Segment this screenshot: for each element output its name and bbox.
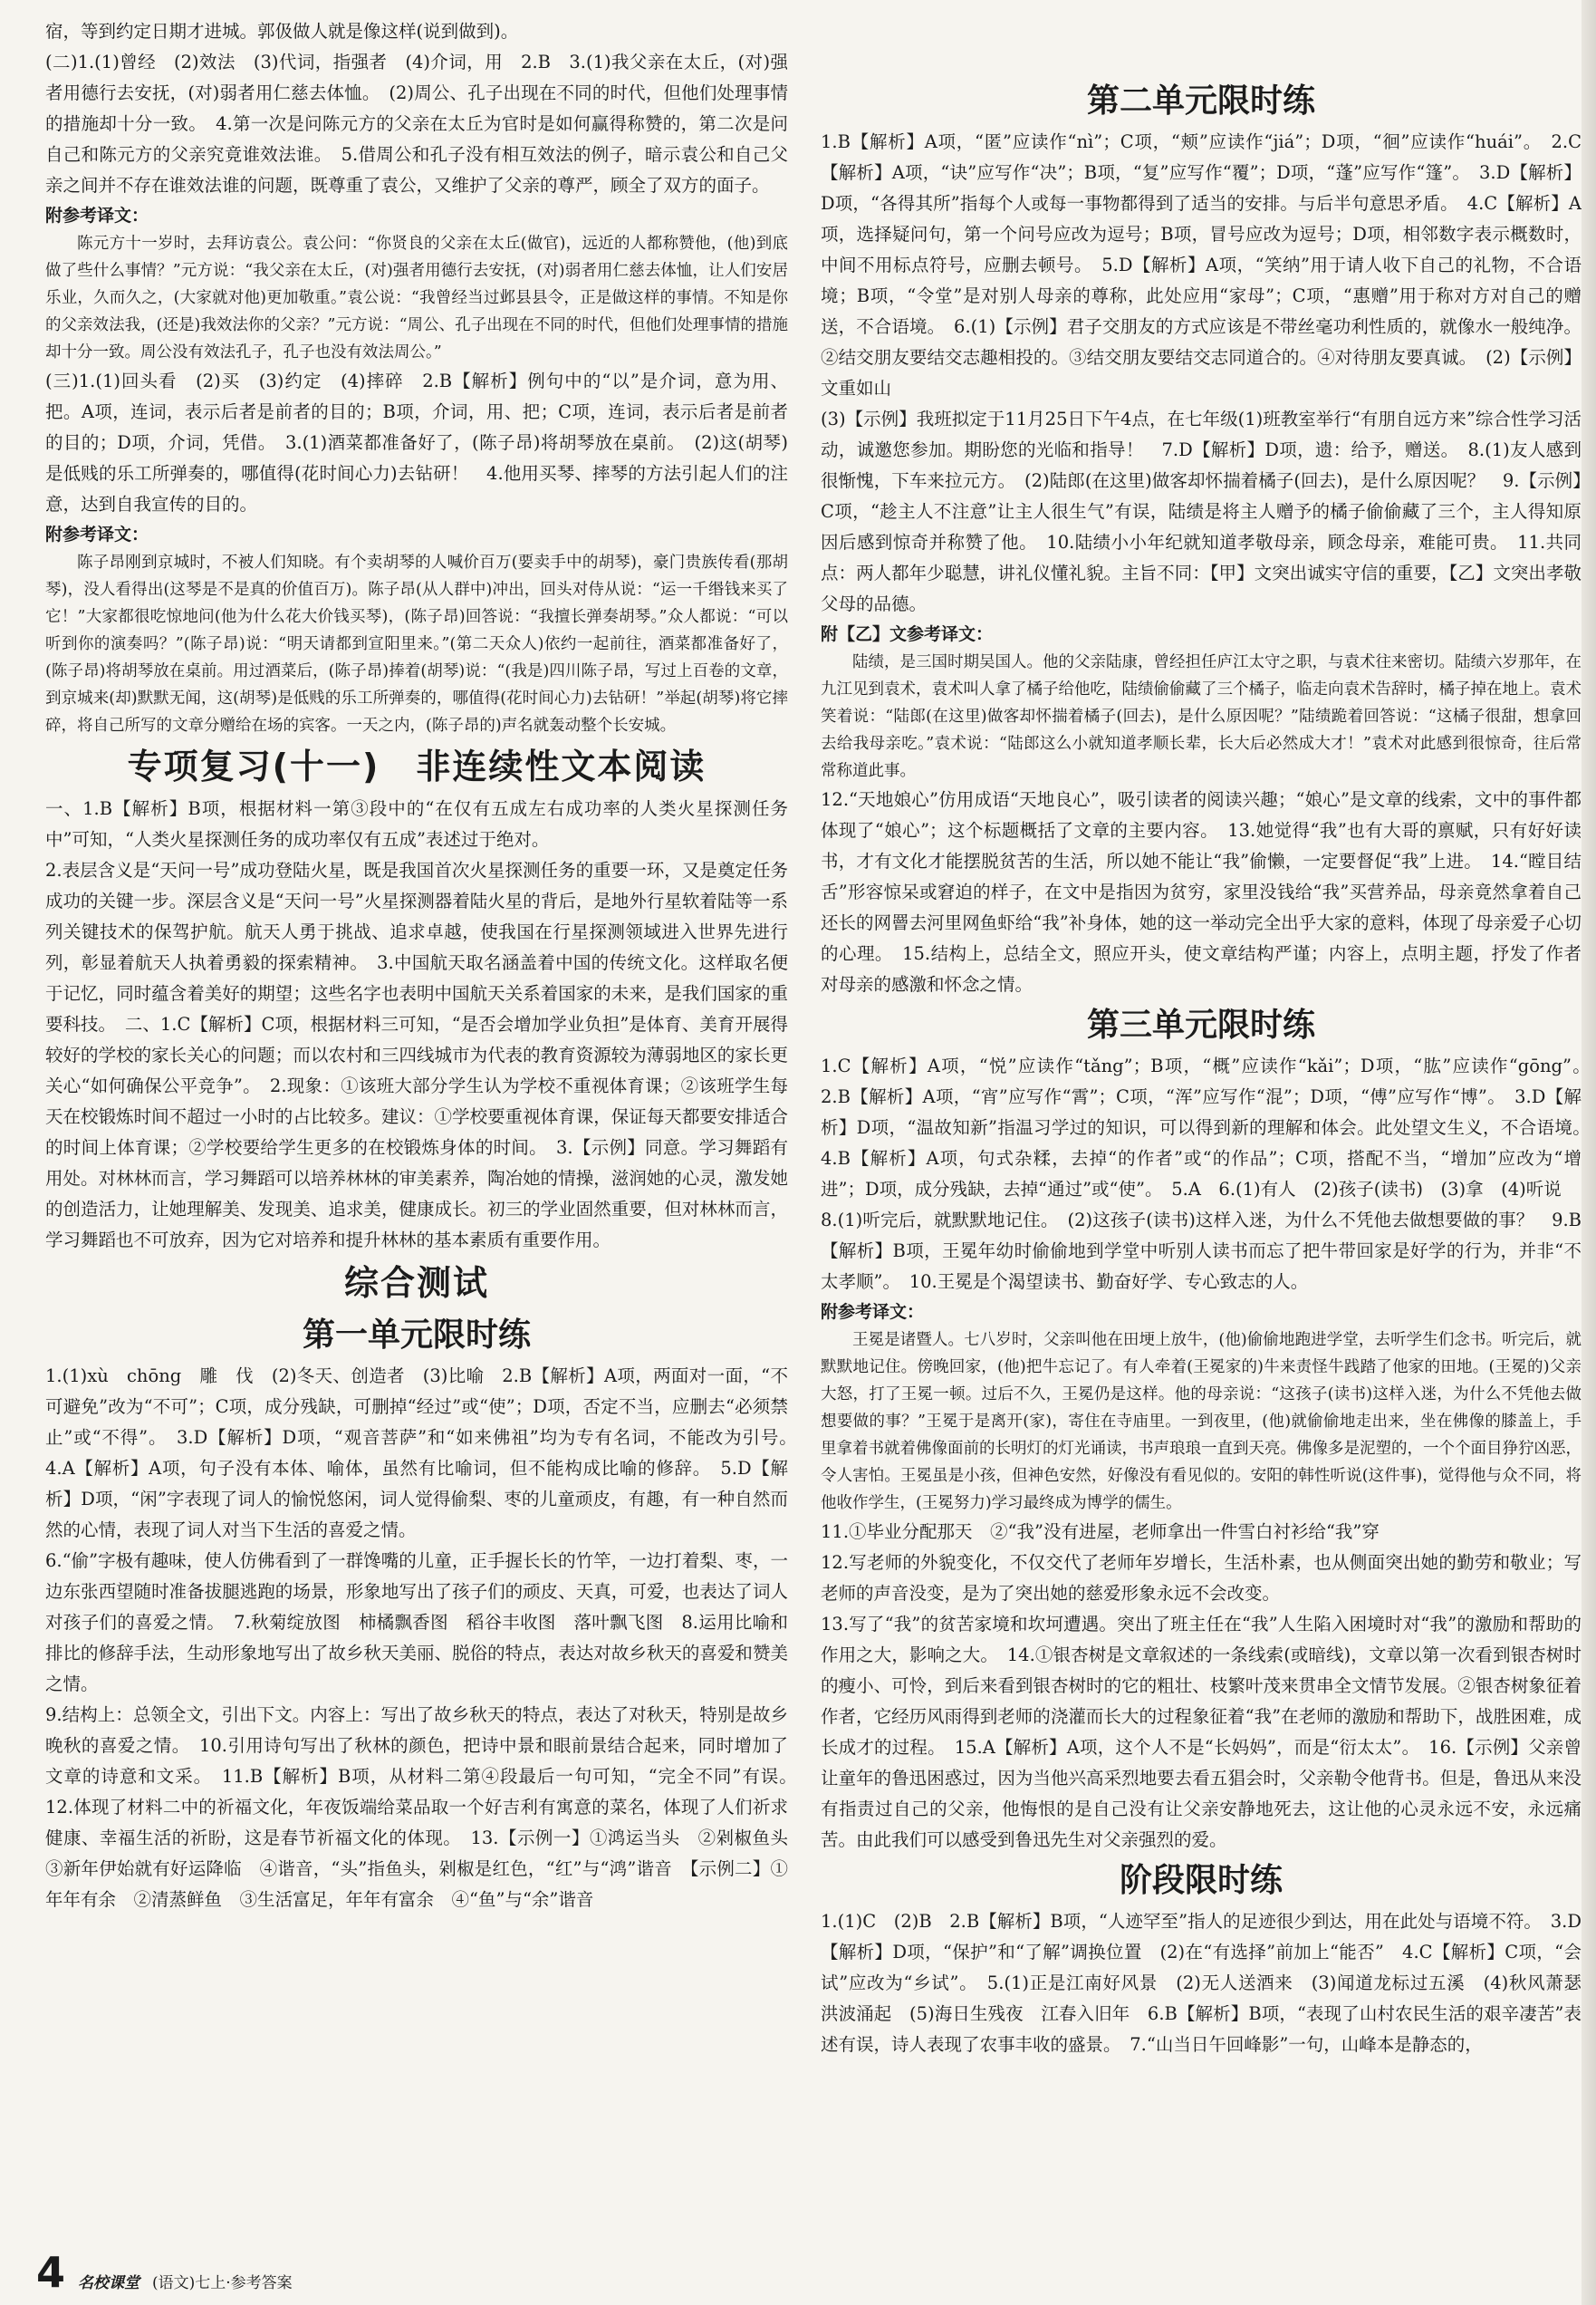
- answer-paragraph: 6.“偷”字极有趣味，使人仿佛看到了一群馋嘴的儿童，正手握长长的竹竿，一边打着梨、枣，一边东张西望随时准备拔腿逃跑的场景，形象地写出了孩子们的顽皮、天真，可爱，也表达了词人对孩子们的喜爱之情。 7.秋菊绽放图 柿橘飘香图 稻谷丰收图 落叶飘飞图 8.运用比喻和排比的修辞手法，生动形象地写出了故乡秋天美丽、脱俗的特点，表达对故乡秋天的喜爱和赞美之情。: [45, 1550, 788, 1694]
- answer-paragraph: 8.(1)听完后，就默默地记住。 (2)这孩子(读书)这样入迷，为什么不凭他去做想要做的事？ 9.B【解析】B项，王冕年幼时偷偷地到学堂中听别人读书而忘了把牛带回家是好学的行为，并非“不太孝顺”。 10.王冕是个渴望读书、勤奋好学、专心致志的人。: [821, 1210, 1582, 1292]
- answer-paragraph: (3)【示例】我班拟定于11月25日下午4点，在七年级(1)班教室举行“有朋自远方来”综合性学习活动，诚邀您参加。期盼您的光临和指导！ 7.D【解析】D项，遗：给予，赠送。 8.(1)友人感到很惭愧，下车来拉元方。 (2)陆郎(在这里)做客却怀揣着橘子(回去)，是什么原因呢？ 9.【示例】C项，“趁主人不注意”让主人很生气”有误，陆绩是将主人赠予的橘子偷偷藏了三个，主人得知原因后感到惊奇并称赞了他。 10.陆绩小小年纪就知道孝敬母亲，顾念母亲，难能可贵。 11.共同点：两人都年少聪慧，讲礼仪懂礼貌。主旨不同：【甲】文突出诚实守信的重要，【乙】文突出孝敬父母的品德。: [821, 409, 1582, 614]
- answer-paragraph: 宿，等到约定日期才进城。郭伋做人就是像这样(说到做到)。: [45, 21, 519, 42]
- left-column: [45, 16, 806, 1915]
- section-heading: 第三单元限时练: [1086, 1007, 1315, 1044]
- page-edge: [1582, 0, 1596, 2305]
- translation-paragraph: 陈元方十一岁时，去拜访袁公。袁公问：“你贤良的父亲在太丘(做官)，远近的人都称赞他，(他)到底做了些什么事情？”元方说：“我父亲在太丘，(对)强者用德行去安抚，(对)弱者用仁慈去体恤，让人们安居乐业，久而久之，(大家就对他)更加敬重。”袁公说：“我曾经当过邺县县令，正是做这样的事情。不知是你的父亲效法我，(还是)我效法你的父亲？”元方说：“周公、孔子出现在不同的时代，但他们处理事情的措施却十分一致。周公没有效法孔子，孔子也没有效法周公。”: [45, 235, 788, 362]
- translation-paragraph: 陆绩，是三国时期吴国人。他的父亲陆康，曾经担任庐江太守之职，与袁术往来密切。陆绩六岁那年，在九江见到袁术，袁术叫人拿了橘子给他吃，陆绩偷偷藏了三个橘子，临走向袁术告辞时，橘子掉在地上。袁术笑着说：“陆郎(在这里)做客却怀揣着橘子(回去)，是什么原因呢？”陆绩跪着回答说：“这橘子很甜，想拿回去给我母亲吃。”袁术说：“陆郎这么小就知道孝顺长辈，长大后必然成大才！”袁术对此感到很惊奇，往后常常称道此事。: [821, 653, 1582, 780]
- translation-label: 附参考译文：: [45, 525, 149, 545]
- right-column: [821, 76, 1582, 2060]
- brand-logo: 名校课堂: [78, 2274, 140, 2292]
- answer-paragraph: 1.(1)xù chōng 雕 伐 (2)冬天、创造者 (3)比喻 2.B【解析】A项，两面对一面，“不可避免”改为“不可”；C项，成分残缺，可删掉“经过”或“使”；D项，否定不当，应删去“必须禁止”或“不得”。 3.D【解析】D项，“观音菩萨”和“如来佛祖”均为专有名词，不能改为引号。 4.A【解析】A项，句子没有本体、喻体，虽然有比喻词，但不能构成比喻的修辞。 5.D【解析】D项，“闲”字表现了词人的愉悦悠闲，词人觉得偷梨、枣的儿童顽皮，有趣，有一种自然而然的心情，表现了词人对当下生活的喜爱之情。: [45, 1365, 806, 1540]
- translation-label: 附【乙】文参考译文：: [821, 624, 994, 644]
- answer-paragraph: (二)1.(1)曾经 (2)效法 (3)代词，指强者 (4)介词，用 2.B 3.(1)我父亲在太丘，(对)强者用德行去安抚，(对)弱者用仁慈去体恤。 (2)周公、孔子出现在不同的时代，但他们处理事情的措施却十分一致。 4.第一次是问陈元方的父亲在太丘为官时是如何赢得称赞的，第二次是问自己和陈元方的父亲究竟谁效法谁。 5.借周公和孔子没有相互效法的例子，暗示袁公和自己父亲之间并不存在谁效法谁的问题，既尊重了袁公，又维护了父亲的尊严，顾全了双方的面子。: [45, 52, 788, 196]
- page-number: 4: [36, 2248, 66, 2297]
- answer-paragraph: 12.“天地娘心”仿用成语“天地良心”，吸引读者的阅读兴趣；“娘心”是文章的线索，文中的事件都体现了“娘心”；这个标题概括了文章的主要内容。 13.她觉得“我”也有大哥的禀赋，只有好好读书，才有文化才能摆脱贫苦的生活，所以她不能让“我”偷懒，一定要督促“我”上进。 14.“瞠目结舌”形容惊呆或窘迫的样子，在文中是指因为贫穷，家里没钱给“我”买营养品，母亲竟然拿着自己还长的网罾去河里网鱼虾给“我”补身体，她的这一举动完全出乎大家的意料，体现了母亲爱子心切的心理。 15.结构上，总结全文，照应开头，使文章结构严谨；内容上，点明主题，抒发了作者对母亲的感激和怀念之情。: [821, 789, 1582, 995]
- answer-paragraph: 1.B【解析】A项，“匿”应读作“nì”；C项，“颊”应读作“jiá”；D项，“徊”应读作“huái”。 2.C【解析】A项，“诀”应写作“决”；B项，“复”应写作“覆”；D项，“蓬”应写作“篷”。 3.D【解析】D项，“各得其所”指每个人或每一事物都得到了适当的安排。与后半句意思矛盾。 4.C【解析】A项，选择疑问句，第一个问号应改为逗号；B项，冒号应改为逗号；D项，相邻数字表示概数时，中间不用标点符号，应删去顿号。 5.D【解析】A项，“笑纳”用于请人收下自己的礼物，不合语境；B项，“令堂”是对别人母亲的尊称，此处应用“家母”；C项，“惠赠”用于称对方对自己的赠送，不合语境。 6.(1)【示例】君子交朋友的方式应该是不带丝毫功利性质的，就像水一般纯净。②结交朋友要结交志趣相投的。③结交朋友要结交志同道合的。④对待朋友要真诚。 (2)【示例】文重如山: [821, 131, 1582, 399]
- answer-paragraph: 9.结构上：总领全文，引出下文。内容上：写出了故乡秋天的特点，表达了对秋天，特别是故乡晚秋的喜爱之情。 10.引用诗句写出了秋林的颜色，把诗中景和眼前景结合起来，同时增加了文章的诗意和文采。 11.B【解析】B项，从材料二第④段最后一句可知，“完全不同”有误。 12.体现了材料二中的祈福文化，年夜饭端给菜品取一个好吉利有寓意的菜名，体现了人们祈求健康、幸福生活的祈盼，这是春节祈福文化的体现。 13.【示例一】①鸿运当头 ②剁椒鱼头 ③新年伊始就有好运降临 ④谐音，“头”指鱼头，剁椒是红色，“红”与“鸿”谐音 【示例二】①年年有余 ②清蒸鲜鱼 ③生活富足，年年有富余 ④“鱼”与“余”谐音: [45, 1704, 806, 1910]
- section-heading: 综合测试: [343, 1263, 489, 1303]
- section-heading: 专项复习(十一) 非连续性文本阅读: [127, 747, 707, 786]
- section-heading: 第二单元限时练: [1086, 82, 1315, 120]
- section-heading: 阶段限时练: [1119, 1862, 1283, 1899]
- answer-paragraph: 2.表层含义是“天问一号”成功登陆火星，既是我国首次火星探测任务的重要一环，又是奠定任务成功的关键一步。深层含义是“天问一号”火星探测器着陆火星的背后，是地外行星软着陆等一系列关键技术的保驾护航。航天人勇于挑战、追求卓越，使我国在行星探测领域进入世界先进行列，彰显着航天人执着勇毅的探索精神。 3.中国航天取名涵盖着中国的传统文化。这样取名便于记忆，同时蕴含着美好的期望；这些名字也表明中国航天关系着国家的未来，是我们国家的重要科技。 二、1.C【解析】C项，根据材料三可知，“是否会增加学业负担”是体育、美育开展得较好的学校的家长关心的问题；而以农村和三四线城市为代表的教育资源较为薄弱地区的家长更关心“如何确保公平竞争”。 2.现象：①该班大部分学生认为学校不重视体育课；②该班学生每天在校锻炼时间不超过一小时的占比较多。建议：①学校要重视体育课，保证每天都要安排适合的时间上体育课；②学校要给学生更多的在校锻炼身体的时间。 3.【示例】同意。学习舞蹈有用处。对林林而言，学习舞蹈可以培养林林的审美素养，陶冶她的情操，滋润她的心灵，激发她的创造活力，让她理解美、发现美、追求美，健康成长。初三的学业固然重要，但对林林而言，学习舞蹈也不可放弃，因为它对培养和提升林林的基本素质有重要作用。: [45, 860, 788, 1250]
- answer-paragraph: (三)1.(1)回头看 (2)买 (3)约定 (4)摔碎 2.B【解析】例句中的“以”是介词，意为用、把。A项，连词，表示后者是前者的目的；B项，介词，用、把；C项，连词，表示后者是前者的目的；D项，介词，凭借。 3.(1)酒菜都准备好了，(陈子昂)将胡琴放在桌前。 (2)这(胡琴)是低贱的乐工所弹奏的，哪值得(花时间心力)去钻研！ 4.他用买琴、摔琴的方法引起人们的注意，达到自我宣传的目的。: [45, 371, 788, 515]
- footer-text: (语文)七上·参考答案: [152, 2274, 293, 2292]
- answer-paragraph: 11.①毕业分配那天 ②“我”没有进屋，老师拿出一件雪白衬衫给“我”穿: [821, 1521, 1380, 1542]
- answer-paragraph: 13.写了“我”的贫苦家境和坎坷遭遇。突出了班主任在“我”人生陷入困境时对“我”的激励和帮助的作用之大，影响之大。 14.①银杏树是文章叙述的一条线索(或暗线)，文章以第一次看到银杏树时的瘦小、可怜，到后来看到银杏树时的它的粗壮、枝繁叶茂来贯串全文情节发展。②银杏树象征着作者，它经历风雨得到老师的浇灌而长大的过程象征着“我”在老师的激励和帮助下，战胜困难，成长成才的过程。 15.A【解析】A项，这个人不是“长妈妈”，而是“衍太太”。 16.【示例】父亲曾让童年的鲁迅困惑过，因为当他兴高采烈地要去看五猖会时，父亲勒令他背书。但是，鲁迅从来没有指责过自己的父亲，他悔恨的是自己没有让父亲安静地死去，这让他的心灵永远不安，永远痛苦。由此我们可以感受到鲁迅先生对父亲强烈的爱。: [821, 1614, 1582, 1850]
- answer-paragraph: 1.(1)C (2)B 2.B【解析】B项，“人迹罕至”指人的足迹很少到达，用在此处与语境不符。 3.D【解析】D项，“保护”和“了解”调换位置 (2)在“有选择”前加上“能否” 4.C【解析】C项，“会试”应改为“乡试”。 5.(1)正是江南好风景 (2)无人送酒来 (3)闻道龙标过五溪 (4)秋风萧瑟 洪波涌起 (5)海日生残夜 江春入旧年 6.B【解析】B项，“表现了山村农民生活的艰辛凄苦”表述有误，诗人表现了农事丰收的盛景。 7.“山当日午回峰影”一句，山峰本是静态的，: [821, 1911, 1582, 2055]
- page-footer: [36, 2248, 293, 2297]
- answer-paragraph: 一、1.B【解析】B项，根据材料一第③段中的“在仅有五成左右成功率的人类火星探测任务中”可知，“人类火星探测任务的成功率仅有五成”表述过于绝对。: [45, 798, 788, 850]
- translation-paragraph: 陈子昂刚到京城时，不被人们知晓。有个卖胡琴的人喊价百万(要卖手中的胡琴)，豪门贵族传看(那胡琴)，没人看得出(这琴是不是真的价值百万)。陈子昂(从人群中)冲出，回头对侍从说：“运一千缗钱来买了它！”大家都很吃惊地问(他为什么花大价钱买琴)，(陈子昂)回答说：“我擅长弹奏胡琴。”众人都说：“可以听到你的演奏吗？”(陈子昂)说：“明天请都到宣阳里来。”(第二天众人)依约一起前往，酒菜都准备好了，(陈子昂)将胡琴放在桌前。用过酒菜后，(陈子昂)捧着(胡琴)说：“(我是)四川陈子昂，写过上百卷的文章，到京城来(却)默默无闻，这(胡琴)是低贱的乐工所弹奏的，哪值得(花时间心力)去钻研！”举起(胡琴)将它摔碎，将自己所写的文章分赠给在场的宾客。一天之内，(陈子昂的)声名就轰动整个长安城。: [45, 554, 788, 735]
- answer-paragraph: 1.C【解析】A项，“悦”应读作“tǎng”；B项，“概”应读作“kǎi”；D项，“肱”应读作“gōng”。 2.B【解析】A项，“宵”应写作“霄”；C项，“浑”应写作“混”；D项，“傅”应写作“博”。 3.D【解析】D项，“温故知新”指温习学过的知识，可以得到新的理解和体会。此处望文生义，不合语境。 4.B【解析】A项，句式杂糅，去掉“的作者”或“的作品”；C项，搭配不当，“增加”应改为“增进”；D项，成分残缺，去掉“通过”或“使”。 5.A 6.(1)有人 (2)孩子(读书) (3)拿 (4)听说: [821, 1056, 1582, 1200]
- translation-label: 附参考译文：: [821, 1302, 925, 1322]
- section-heading: 第一单元限时练: [302, 1316, 531, 1354]
- translation-label: 附参考译文：: [45, 206, 149, 226]
- translation-paragraph: 王冕是诸暨人。七八岁时，父亲叫他在田埂上放牛，(他)偷偷地跑进学堂，去听学生们念书。听完后，就默默地记住。傍晚回家，(他)把牛忘记了。有人牵着(王冕家的)牛来责怪牛践踏了他家的田地。(王冕的)父亲大怒，打了王冕一顿。过后不久，王冕仍是这样。他的母亲说：“这孩子(读书)这样入迷，为什么不凭他去做想要做的事？”王冕于是离开(家)，寄住在寺庙里。一到夜里，(他)就偷偷地走出来，坐在佛像的膝盖上，手里拿着书就着佛像面前的长明灯的灯光诵读，书声琅琅一直到天亮。佛像多是泥塑的，一个个面目狰狞凶恶，令人害怕。王冕虽是小孩，但神色安然，好像没有看见似的。安阳的韩性听说(这件事)，觉得他与众不同，将他收作学生，(王冕努力)学习最终成为博学的儒生。: [821, 1331, 1582, 1512]
- answer-paragraph: 12.写老师的外貌变化，不仅交代了老师年岁增长，生活朴素，也从侧面突出她的勤劳和敬业；写老师的声音没变，是为了突出她的慈爱形象永远不会改变。: [821, 1552, 1582, 1604]
